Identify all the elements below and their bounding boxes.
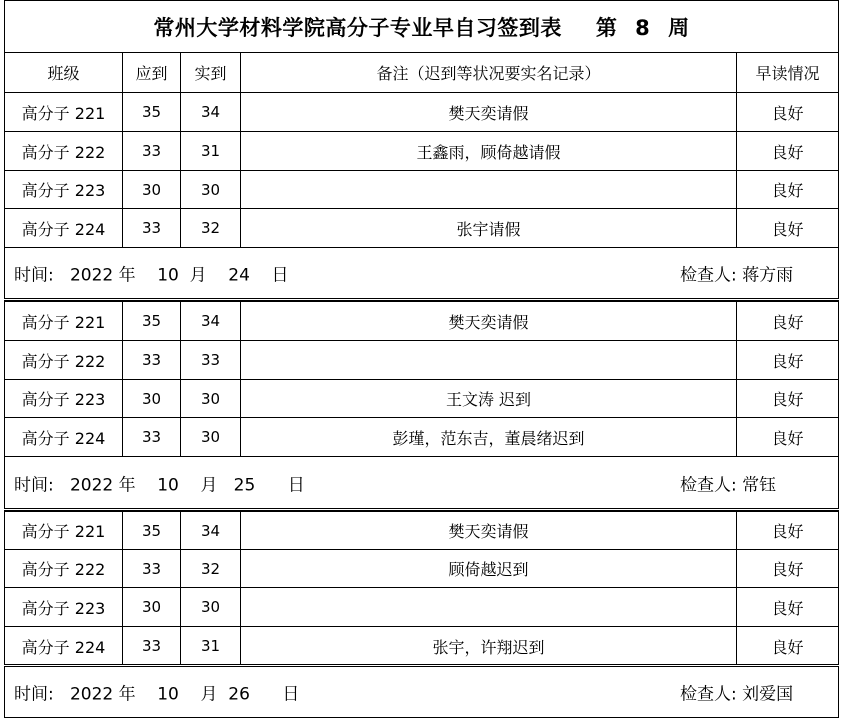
header-note: 备注（迟到等状况要实名记录） — [240, 53, 736, 92]
title-week: 第 8 周 — [595, 16, 690, 40]
status-cell: 良好 — [736, 550, 839, 587]
due-cell: 35 — [122, 302, 180, 340]
class-cell: 高分子 222 — [4, 341, 122, 379]
due-cell: 33 — [122, 132, 180, 170]
status-cell: 良好 — [736, 171, 839, 208]
actual-cell: 31 — [180, 627, 240, 665]
due-cell: 35 — [122, 512, 180, 549]
table-row — [4, 379, 839, 417]
due-cell: 33 — [122, 341, 180, 379]
table-row — [4, 208, 839, 247]
actual-cell: 32 — [180, 550, 240, 587]
note-cell: 樊天奕请假 — [240, 512, 736, 549]
date-row — [4, 456, 839, 508]
bottom-border — [4, 717, 839, 718]
class-cell: 高分子 223 — [4, 588, 122, 626]
due-cell: 35 — [122, 93, 180, 131]
actual-cell: 30 — [180, 418, 240, 456]
header-status: 早读情况 — [736, 53, 839, 92]
date-row — [4, 667, 839, 717]
table-row — [4, 131, 839, 170]
due-cell: 33 — [122, 627, 180, 665]
status-cell: 良好 — [736, 418, 839, 456]
note-cell: 樊天奕请假 — [240, 302, 736, 340]
table-row — [4, 301, 839, 340]
class-cell: 高分子 221 — [4, 512, 122, 549]
class-cell: 高分子 224 — [4, 627, 122, 665]
actual-cell: 31 — [180, 132, 240, 170]
class-cell: 高分子 221 — [4, 302, 122, 340]
note-cell: 张宇，许翔迟到 — [240, 627, 736, 665]
date-text: 时间: 2022 年 10 月 25 日 — [14, 475, 305, 495]
actual-cell: 30 — [180, 171, 240, 208]
title-main: 常州大学材料学院高分子专业早自习签到表 — [153, 16, 562, 40]
header-actual: 实到 — [180, 53, 240, 92]
date-row — [4, 247, 839, 298]
table-row — [4, 92, 839, 131]
note-cell: 樊天奕请假 — [240, 93, 736, 131]
table-row — [4, 549, 839, 587]
due-cell: 30 — [122, 380, 180, 417]
due-cell: 33 — [122, 418, 180, 456]
table-row — [4, 170, 839, 208]
note-cell — [240, 588, 736, 626]
note-cell: 王文涛 迟到 — [240, 380, 736, 417]
status-cell: 良好 — [736, 588, 839, 626]
class-cell: 高分子 224 — [4, 418, 122, 456]
date-text: 时间: 2022 年 10 月 26 日 — [14, 684, 300, 705]
class-cell: 高分子 224 — [4, 209, 122, 247]
status-cell: 良好 — [736, 302, 839, 340]
class-cell: 高分子 223 — [4, 171, 122, 208]
status-cell: 良好 — [736, 209, 839, 247]
header-row — [4, 52, 839, 92]
class-cell: 高分子 221 — [4, 93, 122, 131]
table-row — [4, 626, 839, 665]
class-cell: 高分子 222 — [4, 132, 122, 170]
inspector-text: 检查人: 蒋方雨 — [680, 265, 794, 286]
actual-cell: 33 — [180, 341, 240, 379]
actual-cell: 34 — [180, 93, 240, 131]
actual-cell: 34 — [180, 512, 240, 549]
sheet-title — [4, 0, 839, 53]
status-cell: 良好 — [736, 627, 839, 665]
actual-cell: 32 — [180, 209, 240, 247]
note-cell — [240, 341, 736, 379]
table-row — [4, 340, 839, 379]
actual-cell: 34 — [180, 302, 240, 340]
header-class: 班级 — [4, 53, 122, 92]
note-cell: 王鑫雨，顾倚越请假 — [240, 132, 736, 170]
class-cell: 高分子 223 — [4, 380, 122, 417]
note-cell: 彭瑾，范东吉，董晨绪迟到 — [240, 418, 736, 456]
note-cell — [240, 171, 736, 208]
status-cell: 良好 — [736, 341, 839, 379]
note-cell: 顾倚越迟到 — [240, 550, 736, 587]
inspector-text: 检查人: 常钰 — [680, 475, 777, 495]
status-cell: 良好 — [736, 132, 839, 170]
table-row — [4, 511, 839, 549]
header-due: 应到 — [122, 53, 180, 92]
due-cell: 33 — [122, 209, 180, 247]
date-text: 时间: 2022 年 10 月 24 日 — [14, 265, 289, 286]
due-cell: 30 — [122, 588, 180, 626]
note-cell: 张宇请假 — [240, 209, 736, 247]
status-cell: 良好 — [736, 380, 839, 417]
actual-cell: 30 — [180, 380, 240, 417]
table-row — [4, 587, 839, 626]
actual-cell: 30 — [180, 588, 240, 626]
status-cell: 良好 — [736, 512, 839, 549]
due-cell: 30 — [122, 171, 180, 208]
table-row — [4, 417, 839, 456]
due-cell: 33 — [122, 550, 180, 587]
class-cell: 高分子 222 — [4, 550, 122, 587]
inspector-text: 检查人: 刘爱国 — [680, 684, 794, 705]
status-cell: 良好 — [736, 93, 839, 131]
